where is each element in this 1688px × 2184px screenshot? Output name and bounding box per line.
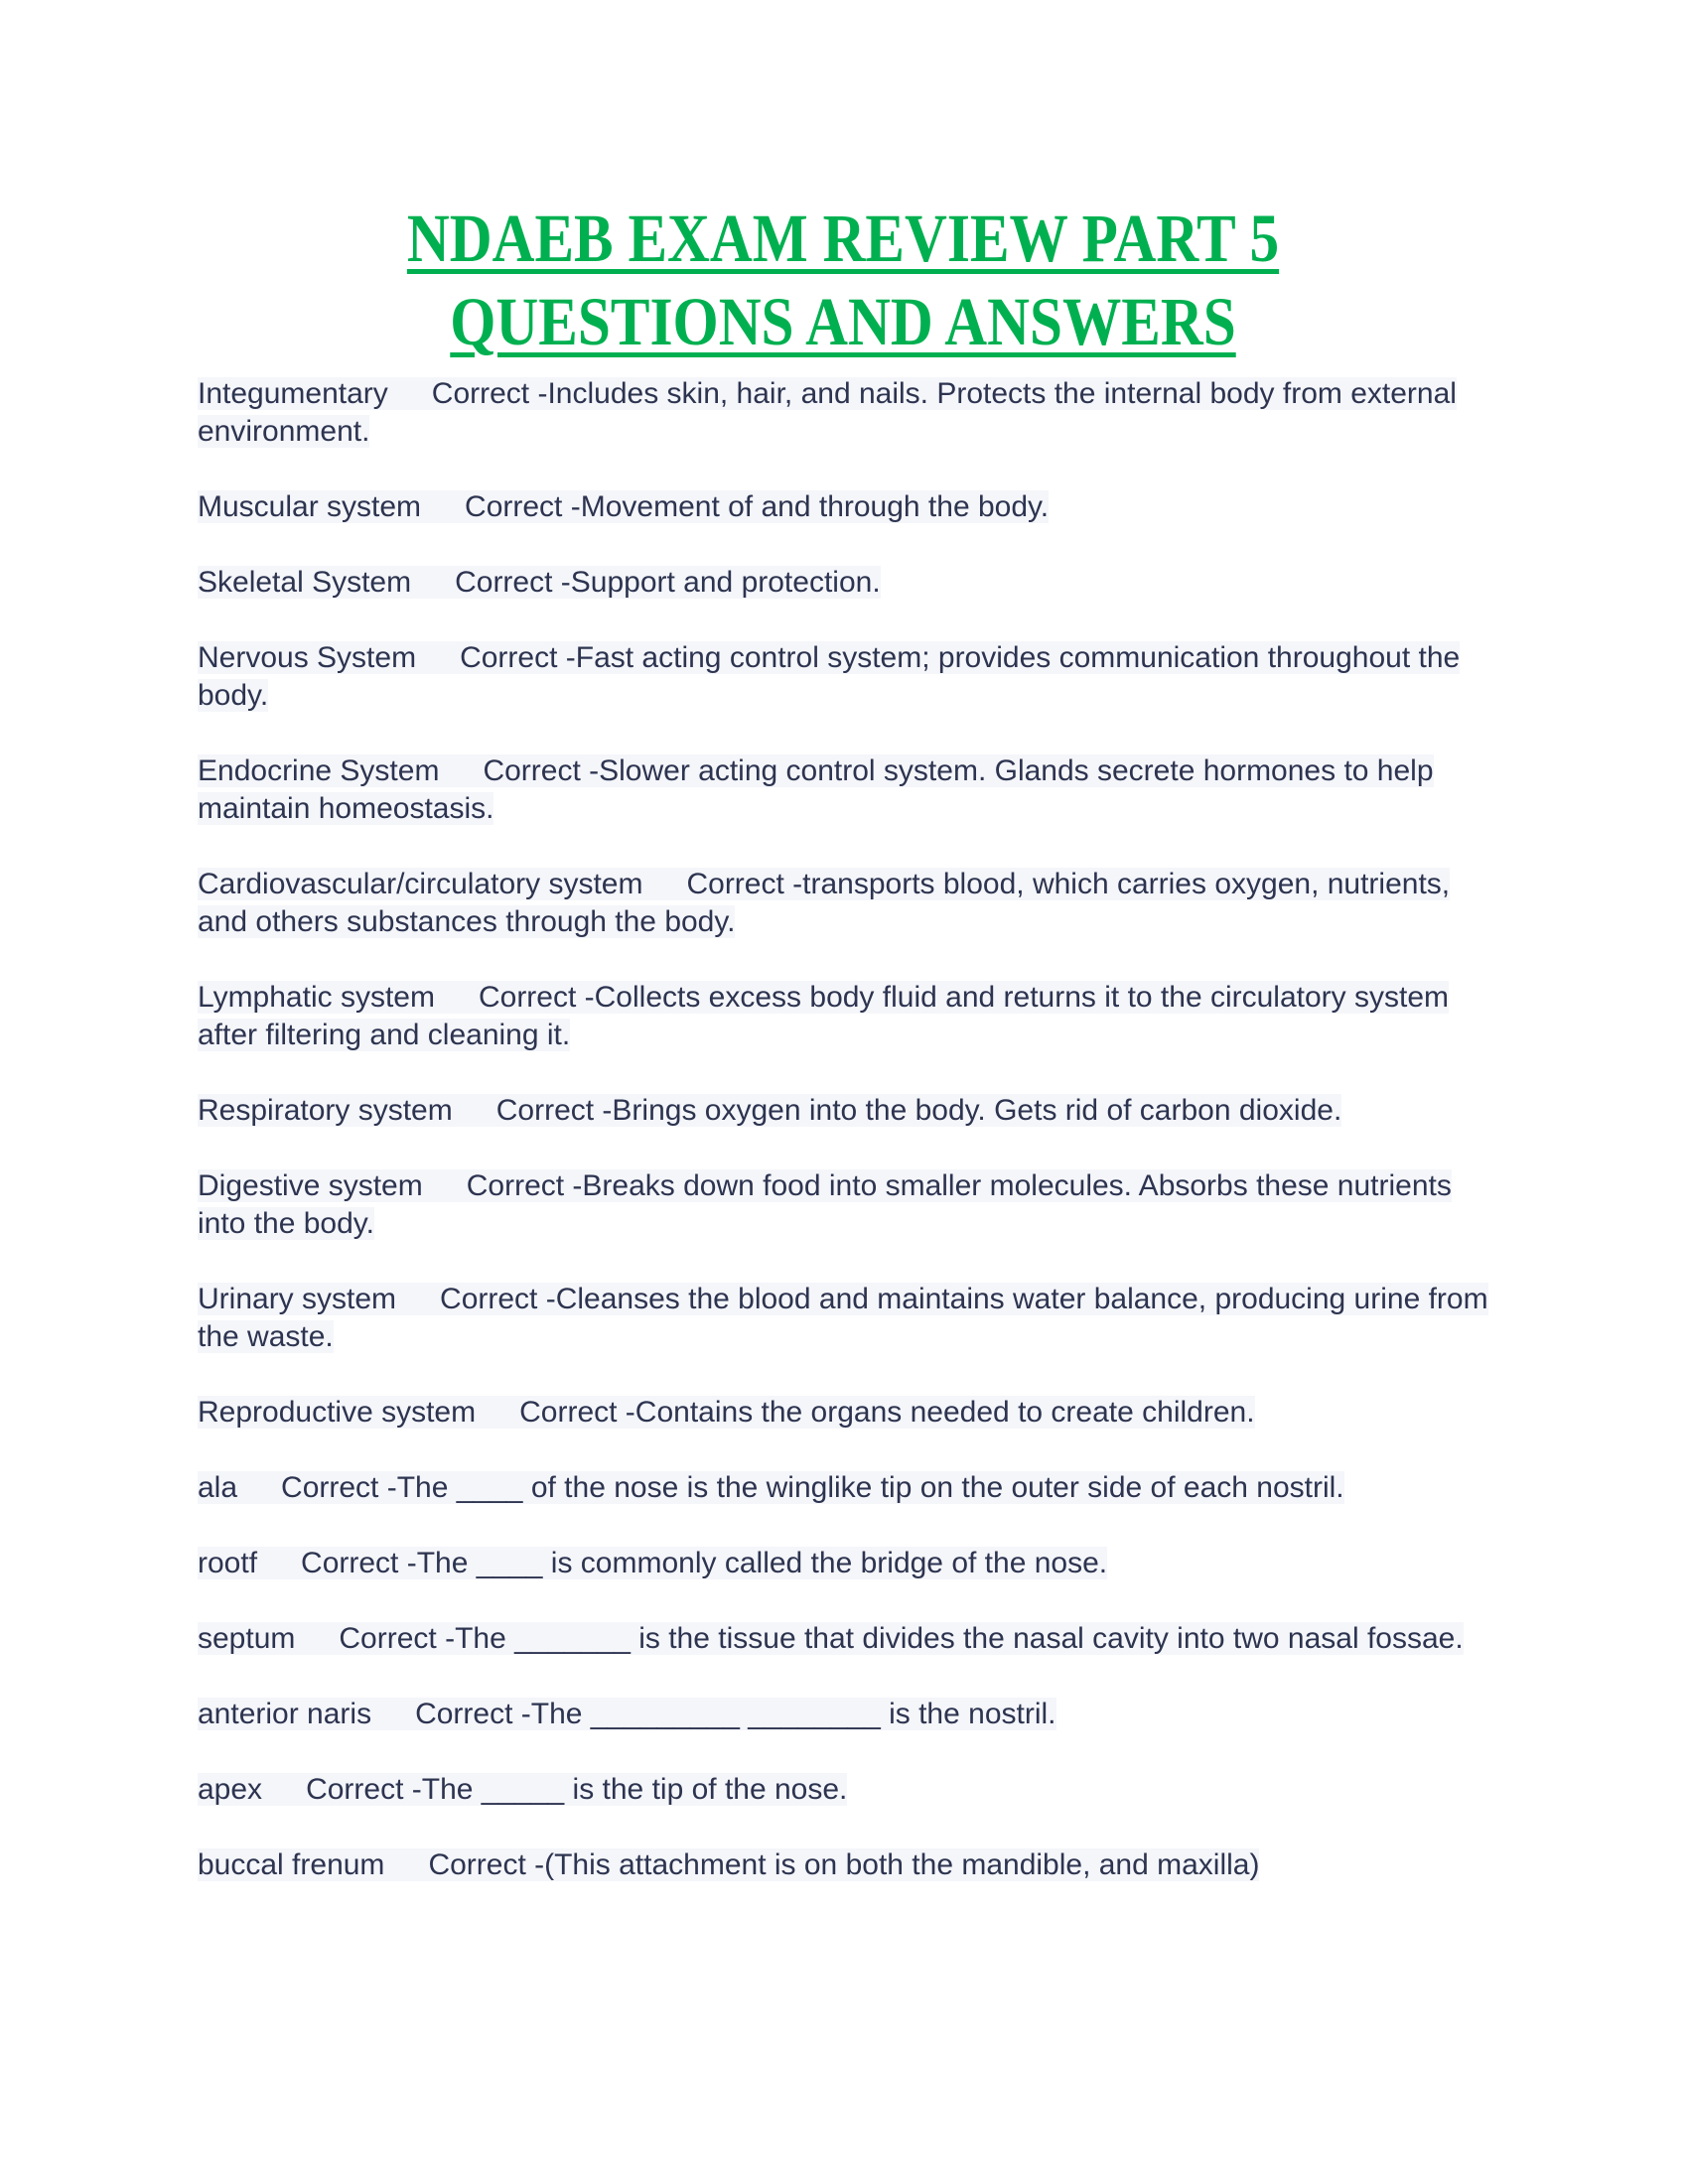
qa-item: [198, 752, 1488, 828]
qa-answer: Correct -The _________ ________ is the nostril.: [415, 1698, 1056, 1730]
qa-term: rootf: [198, 1547, 258, 1579]
qa-item: [198, 866, 1488, 941]
qa-item: [198, 1771, 1488, 1809]
qa-answer: Correct -Includes skin, hair, and nails. Protects the internal body from external environment.: [198, 377, 1457, 448]
qa-answer: Correct -The ____ of the nose is the winglike tip on the outer side of each nostril.: [281, 1471, 1344, 1504]
qa-term: Respiratory system: [198, 1094, 453, 1127]
qa-item: [198, 1846, 1488, 1884]
qa-term: Urinary system: [198, 1283, 397, 1315]
qa-term: buccal frenum: [198, 1848, 385, 1881]
qa-item: [198, 639, 1488, 715]
qa-term: Skeletal System: [198, 566, 412, 599]
qa-answer: Correct -Brings oxygen into the body. Gets rid of carbon dioxide.: [495, 1094, 1342, 1127]
qa-term: septum: [198, 1622, 296, 1655]
qa-answer: Correct -Cleanses the blood and maintains water balance, producing urine from the waste.: [198, 1283, 1488, 1353]
qa-item: [198, 979, 1488, 1054]
qa-item: [198, 1092, 1488, 1130]
qa-term: Lymphatic system: [198, 981, 435, 1014]
qa-answer: Correct -Support and protection.: [455, 566, 881, 599]
qa-item: [198, 1696, 1488, 1733]
qa-answer: Correct -Collects excess body fluid and returns it to the circulatory system after filtering and cleaning it.: [198, 981, 1450, 1051]
qa-term: Cardiovascular/circulatory system: [198, 868, 643, 900]
qa-answer: Correct -(This attachment is on both the mandible, and maxilla): [428, 1848, 1260, 1881]
qa-answer: Correct -The _______ is the tissue that divides the nasal cavity into two nasal fossae.: [339, 1622, 1464, 1655]
qa-term: Endocrine System: [198, 754, 440, 787]
qa-term: Integumentary: [198, 377, 388, 410]
qa-answer: Correct -Movement of and through the body.: [465, 490, 1050, 523]
qa-term: anterior naris: [198, 1698, 372, 1730]
qa-item: [198, 1469, 1488, 1507]
qa-term: ala: [198, 1471, 238, 1504]
qa-answer: Correct -Contains the organs needed to create children.: [519, 1396, 1255, 1429]
qa-item: [198, 1545, 1488, 1582]
qa-answer: Correct -Slower acting control system. Glands secrete hormones to help maintain homeostasis.: [198, 754, 1434, 825]
document-title: [288, 197, 1398, 363]
qa-item: [198, 1167, 1488, 1243]
qa-term: Digestive system: [198, 1169, 423, 1202]
qa-answer: Correct -The _____ is the tip of the nose.: [306, 1773, 848, 1806]
qa-item: [198, 1620, 1488, 1658]
qa-item: [198, 375, 1488, 451]
qa-term: apex: [198, 1773, 263, 1806]
qa-answer: Correct -Breaks down food into smaller molecules. Absorbs these nutrients into the body.: [198, 1169, 1452, 1240]
qa-item: [198, 564, 1488, 602]
qa-item: [198, 1394, 1488, 1432]
qa-item: [198, 1281, 1488, 1356]
qa-term: Nervous System: [198, 641, 417, 674]
qa-answer: Correct -transports blood, which carries oxygen, nutrients, and others substances through the body.: [198, 868, 1451, 938]
title-line-1: NDAEB EXAM REVIEW PART 5: [406, 201, 1280, 276]
qa-item: [198, 488, 1488, 526]
title-line-2: QUESTIONS AND ANSWERS: [450, 284, 1236, 359]
qa-term: Muscular system: [198, 490, 422, 523]
qa-answer: Correct -The ____ is commonly called the bridge of the nose.: [301, 1547, 1108, 1579]
qa-answer: Correct -Fast acting control system; provides communication throughout the body.: [198, 641, 1461, 712]
document-page: [198, 197, 1488, 1922]
qa-list: [198, 375, 1488, 1884]
qa-term: Reproductive system: [198, 1396, 477, 1429]
